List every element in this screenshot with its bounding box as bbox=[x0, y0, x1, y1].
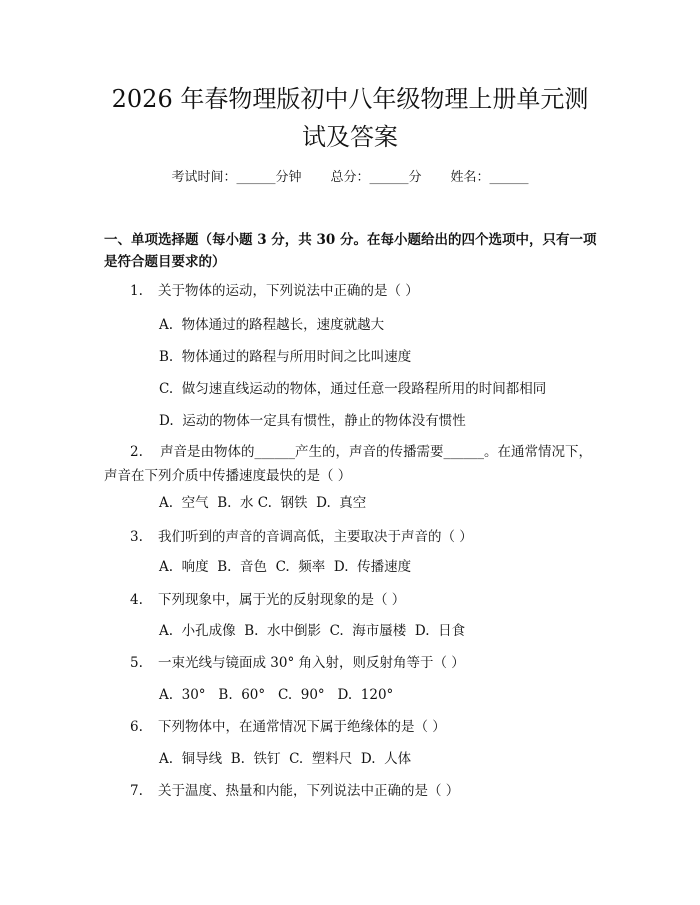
total-score-label: 总分：______分 bbox=[330, 170, 422, 185]
question-4 bbox=[104, 589, 604, 611]
option-c: C. 做匀速直线运动的物体，通过任意一段路程所用的时间都相同 bbox=[159, 381, 547, 397]
question-text: 下列现象中，属于光的反射现象的是（ ） bbox=[158, 592, 406, 608]
question-text: 关于物体的运动，下列说法中正确的是（ ） bbox=[158, 283, 419, 299]
options-row: A. 小孔成像 B. 水中倒影 C. 海市蜃楼 D. 日食 bbox=[159, 623, 466, 639]
question-7 bbox=[104, 780, 604, 802]
question-6 bbox=[104, 716, 604, 738]
question-number: 1. bbox=[130, 283, 143, 299]
question-text: 声音是由物体的______产生的，声音的传播需要______。在通常情况下，声音在下列介质中传播速度最快的是（ ） bbox=[104, 444, 593, 484]
question-text: 下列物体中，在通常情况下属于绝缘体的是（ ） bbox=[158, 719, 446, 735]
question-number: 3. bbox=[130, 529, 143, 545]
question-1 bbox=[104, 280, 604, 302]
options-row: A. 30° B. 60° C. 90° D. 120° bbox=[159, 687, 394, 703]
question-number: 6. bbox=[130, 719, 143, 735]
question-text: 一束光线与镜面成 30° 角入射，则反射角等于（ ） bbox=[158, 655, 465, 671]
question-text: 我们听到的声音的音调高低，主要取决于声音的（ ） bbox=[158, 529, 473, 545]
question-number: 5. bbox=[130, 655, 143, 671]
page-title-line-2: 试及答案 bbox=[302, 123, 398, 151]
question-3 bbox=[104, 526, 604, 548]
question-5 bbox=[104, 652, 604, 674]
question-2 bbox=[104, 440, 604, 488]
options-row: A. 空气 B. 水 C. 钢铁 D. 真空 bbox=[159, 495, 367, 511]
question-number: 7. bbox=[130, 783, 143, 799]
options-row: A. 响度 B. 音色 C. 频率 D. 传播速度 bbox=[159, 559, 412, 575]
question-number: 2. bbox=[130, 444, 143, 460]
option-d: D. 运动的物体一定具有惯性，静止的物体没有惯性 bbox=[159, 413, 466, 429]
page-title-line-1: 2026 年春物理版初中八年级物理上册单元测 bbox=[111, 85, 589, 113]
student-name-label: 姓名：______ bbox=[450, 170, 529, 185]
question-text: 关于温度、热量和内能，下列说法中正确的是（ ） bbox=[158, 783, 460, 799]
option-b: B. 物体通过的路程与所用时间之比叫速度 bbox=[159, 349, 412, 365]
question-number: 4. bbox=[130, 592, 143, 608]
option-a: A. 物体通过的路程越长，速度就越大 bbox=[159, 317, 385, 333]
options-row: A. 铜导线 B. 铁钉 C. 塑料尺 D. 人体 bbox=[159, 751, 412, 767]
section-heading: 一、单项选择题（每小题 3 分，共 30 分。在每小题给出的四个选项中，只有一项是符合题目要求的） bbox=[104, 232, 597, 270]
exam-meta bbox=[0, 168, 700, 188]
exam-time-label: 考试时间：______分钟 bbox=[171, 170, 302, 185]
